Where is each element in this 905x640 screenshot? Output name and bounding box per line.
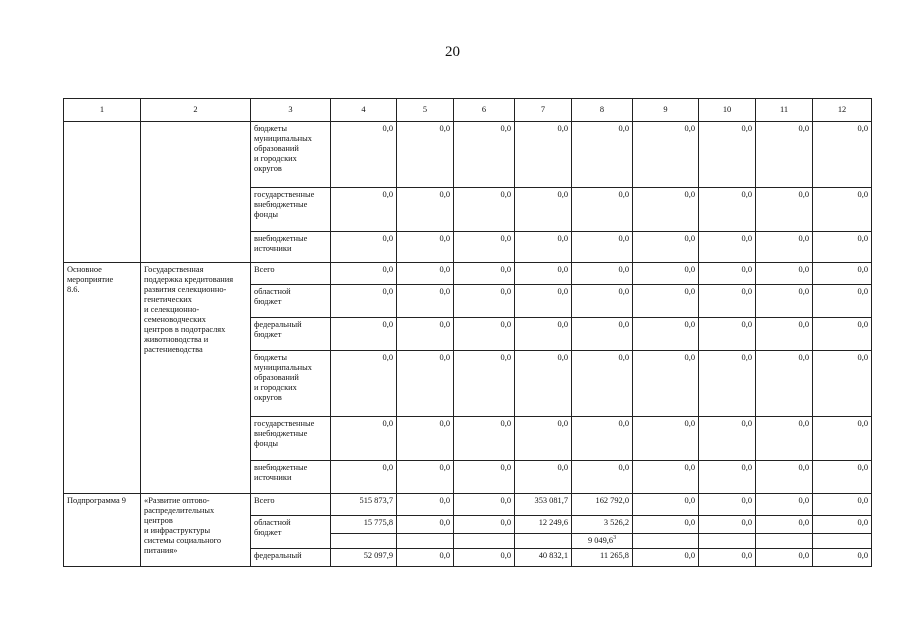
value-cell-col-6: 0,0 bbox=[454, 263, 515, 285]
value-cell-col-8: 0,0 bbox=[572, 232, 633, 263]
value-cell-col-7: 0,0 bbox=[515, 417, 572, 461]
value-cell-col-12 bbox=[813, 534, 872, 549]
value-cell-col-10: 0,0 bbox=[699, 318, 756, 351]
value-cell-col-9: 0,0 bbox=[633, 318, 699, 351]
value-cell-col-9: 0,0 bbox=[633, 461, 699, 494]
value-cell-col-5: 0,0 bbox=[397, 263, 454, 285]
value-cell-col-11: 0,0 bbox=[756, 285, 813, 318]
value-cell-col-9 bbox=[633, 534, 699, 549]
value-cell-col-6: 0,0 bbox=[454, 417, 515, 461]
value-cell-col-4: 515 873,7 bbox=[331, 494, 397, 516]
table-body bbox=[64, 99, 872, 567]
value-cell-col-10: 0,0 bbox=[699, 516, 756, 534]
value-cell-col-8: 0,0 bbox=[572, 318, 633, 351]
value-cell-col-10: 0,0 bbox=[699, 232, 756, 263]
value-cell-col-4: 0,0 bbox=[331, 461, 397, 494]
value-cell-col-8: 0,0 bbox=[572, 417, 633, 461]
value-cell-col-12: 0,0 bbox=[813, 122, 872, 188]
value-cell-col-4: 52 097,9 bbox=[331, 549, 397, 567]
value-cell-col-5: 0,0 bbox=[397, 122, 454, 188]
funding-source-cell: федеральный бюджет bbox=[251, 318, 331, 351]
subprogram-name-cell: «Развитие оптово- распределительных центров и инфраструктуры системы социального питания» bbox=[141, 494, 251, 567]
value-cell-col-7: 0,0 bbox=[515, 318, 572, 351]
header-cell-col-11: 11 bbox=[756, 99, 813, 122]
funding-source-cell: государственные внебюджетные фонды bbox=[251, 188, 331, 232]
funding-source-cell: Всего bbox=[251, 494, 331, 516]
value-cell-col-7: 0,0 bbox=[515, 232, 572, 263]
value-cell-col-4: 15 775,8 bbox=[331, 516, 397, 534]
table-row bbox=[64, 122, 872, 188]
funding-source-cell: бюджеты муниципальных образований и городских округов bbox=[251, 122, 331, 188]
subprogram-code-cell: Подпрограмма 9 bbox=[64, 494, 141, 567]
event-name-cell: Государственная поддержка кредитования развития селекционно- генетических и селекционно- семеноводческих центров в подотраслях животноводства и растениеводства bbox=[141, 263, 251, 494]
value-cell-col-9: 0,0 bbox=[633, 516, 699, 534]
value-cell-col-11: 0,0 bbox=[756, 417, 813, 461]
value-cell-col-4: 0,0 bbox=[331, 232, 397, 263]
funding-source-cell: внебюджетные источники bbox=[251, 232, 331, 263]
value-cell-col-11: 0,0 bbox=[756, 263, 813, 285]
value-cell-col-5: 0,0 bbox=[397, 516, 454, 534]
value-cell-col-11: 0,0 bbox=[756, 232, 813, 263]
value-cell-col-9: 0,0 bbox=[633, 263, 699, 285]
value-cell-col-5: 0,0 bbox=[397, 461, 454, 494]
header-cell-col-3: 3 bbox=[251, 99, 331, 122]
value-cell-col-6: 0,0 bbox=[454, 285, 515, 318]
value-cell-col-12: 0,0 bbox=[813, 351, 872, 417]
value-cell-col-8: 162 792,0 bbox=[572, 494, 633, 516]
value-cell-col-5: 0,0 bbox=[397, 285, 454, 318]
value-cell-col-11: 0,0 bbox=[756, 516, 813, 534]
value-cell-col-9: 0,0 bbox=[633, 417, 699, 461]
footnote-value-cell: 9 049,6$^3$ bbox=[572, 534, 633, 549]
table-row bbox=[64, 263, 872, 285]
header-cell-col-7: 7 bbox=[515, 99, 572, 122]
value-cell-col-4 bbox=[331, 534, 397, 549]
header-cell-col-8: 8 bbox=[572, 99, 633, 122]
value-cell-col-8: 0,0 bbox=[572, 263, 633, 285]
value-cell-col-7 bbox=[515, 534, 572, 549]
header-cell-col-1: 1 bbox=[64, 99, 141, 122]
value-cell-col-8: 0,0 bbox=[572, 461, 633, 494]
header-cell-col-2: 2 bbox=[141, 99, 251, 122]
value-cell-col-7: 0,0 bbox=[515, 351, 572, 417]
event-code-cell bbox=[64, 122, 141, 263]
header-cell-col-9: 9 bbox=[633, 99, 699, 122]
value-cell-col-11: 0,0 bbox=[756, 494, 813, 516]
value-cell-col-10: 0,0 bbox=[699, 494, 756, 516]
value-cell-col-6: 0,0 bbox=[454, 549, 515, 567]
value-cell-col-5: 0,0 bbox=[397, 494, 454, 516]
value-cell-col-11: 0,0 bbox=[756, 122, 813, 188]
value-cell-col-11: 0,0 bbox=[756, 549, 813, 567]
value-cell-col-4: 0,0 bbox=[331, 351, 397, 417]
value-cell-col-10: 0,0 bbox=[699, 122, 756, 188]
value-cell-col-12: 0,0 bbox=[813, 516, 872, 534]
value-cell-col-9: 0,0 bbox=[633, 494, 699, 516]
value-cell-col-7: 0,0 bbox=[515, 122, 572, 188]
value-cell-col-6: 0,0 bbox=[454, 122, 515, 188]
header-cell-col-12: 12 bbox=[813, 99, 872, 122]
value-cell-col-9: 0,0 bbox=[633, 232, 699, 263]
value-cell-col-7: 0,0 bbox=[515, 188, 572, 232]
header-cell-col-4: 4 bbox=[331, 99, 397, 122]
funding-source-cell: областной бюджет bbox=[251, 516, 331, 549]
value-cell-col-4: 0,0 bbox=[331, 263, 397, 285]
value-cell-col-12: 0,0 bbox=[813, 549, 872, 567]
value-cell-col-4: 0,0 bbox=[331, 285, 397, 318]
value-cell-col-11: 0,0 bbox=[756, 318, 813, 351]
value-cell-col-10: 0,0 bbox=[699, 285, 756, 318]
value-cell-col-10 bbox=[699, 534, 756, 549]
value-cell-col-8: 0,0 bbox=[572, 188, 633, 232]
value-cell-col-12: 0,0 bbox=[813, 263, 872, 285]
event-name-cell bbox=[141, 122, 251, 263]
page-number: 20 bbox=[445, 44, 460, 60]
value-cell-col-8: 0,0 bbox=[572, 351, 633, 417]
value-cell-col-11: 0,0 bbox=[756, 351, 813, 417]
value-cell-col-5: 0,0 bbox=[397, 417, 454, 461]
value-cell-col-6: 0,0 bbox=[454, 494, 515, 516]
value-cell-col-12: 0,0 bbox=[813, 188, 872, 232]
value-cell-col-8: 3 526,2 bbox=[572, 516, 633, 534]
value-cell-col-12: 0,0 bbox=[813, 285, 872, 318]
header-cell-col-6: 6 bbox=[454, 99, 515, 122]
value-cell-col-6: 0,0 bbox=[454, 188, 515, 232]
value-cell-col-9: 0,0 bbox=[633, 285, 699, 318]
value-cell-col-11 bbox=[756, 534, 813, 549]
event-code-cell: Основное мероприятие 8.6. bbox=[64, 263, 141, 494]
value-cell-col-5: 0,0 bbox=[397, 318, 454, 351]
value-cell-col-10: 0,0 bbox=[699, 461, 756, 494]
value-cell-col-7: 0,0 bbox=[515, 263, 572, 285]
value-cell-col-6: 0,0 bbox=[454, 318, 515, 351]
value-cell-col-7: 40 832,1 bbox=[515, 549, 572, 567]
value-cell-col-11: 0,0 bbox=[756, 461, 813, 494]
funding-source-cell: внебюджетные источники bbox=[251, 461, 331, 494]
value-cell-col-6 bbox=[454, 534, 515, 549]
value-cell-col-6: 0,0 bbox=[454, 232, 515, 263]
value-cell-col-9: 0,0 bbox=[633, 549, 699, 567]
budget-table bbox=[63, 98, 872, 567]
funding-source-cell: федеральный bbox=[251, 549, 331, 567]
value-cell-col-7: 0,0 bbox=[515, 461, 572, 494]
value-cell-col-5: 0,0 bbox=[397, 549, 454, 567]
value-cell-col-8: 11 265,8 bbox=[572, 549, 633, 567]
value-cell-col-12: 0,0 bbox=[813, 461, 872, 494]
value-cell-col-10: 0,0 bbox=[699, 263, 756, 285]
funding-source-cell: Всего bbox=[251, 263, 331, 285]
value-cell-col-4: 0,0 bbox=[331, 417, 397, 461]
value-cell-col-7: 0,0 bbox=[515, 285, 572, 318]
value-cell-col-12: 0,0 bbox=[813, 232, 872, 263]
value-cell-col-12: 0,0 bbox=[813, 417, 872, 461]
value-cell-col-10: 0,0 bbox=[699, 549, 756, 567]
funding-source-cell: бюджеты муниципальных образований и городских округов bbox=[251, 351, 331, 417]
value-cell-col-4: 0,0 bbox=[331, 318, 397, 351]
value-cell-col-9: 0,0 bbox=[633, 188, 699, 232]
value-cell-col-11: 0,0 bbox=[756, 188, 813, 232]
value-cell-col-12: 0,0 bbox=[813, 318, 872, 351]
funding-source-cell: областной бюджет bbox=[251, 285, 331, 318]
value-cell-col-6: 0,0 bbox=[454, 461, 515, 494]
footnote-mark: 3 bbox=[613, 535, 617, 542]
header-cell-col-5: 5 bbox=[397, 99, 454, 122]
value-cell-col-10: 0,0 bbox=[699, 188, 756, 232]
value-cell-col-6: 0,0 bbox=[454, 351, 515, 417]
value-cell-col-10: 0,0 bbox=[699, 417, 756, 461]
value-cell-col-6: 0,0 bbox=[454, 516, 515, 534]
header-cell-col-10: 10 bbox=[699, 99, 756, 122]
value-cell-col-8: 0,0 bbox=[572, 285, 633, 318]
value-cell-col-5: 0,0 bbox=[397, 232, 454, 263]
value-cell-col-7: 353 081,7 bbox=[515, 494, 572, 516]
value-cell-col-10: 0,0 bbox=[699, 351, 756, 417]
header-row bbox=[64, 99, 872, 122]
value-cell-col-9: 0,0 bbox=[633, 351, 699, 417]
value-cell-col-4: 0,0 bbox=[331, 122, 397, 188]
value-cell-col-5: 0,0 bbox=[397, 351, 454, 417]
value-cell-col-8: 0,0 bbox=[572, 122, 633, 188]
table-row bbox=[64, 494, 872, 516]
value-cell-col-7: 12 249,6 bbox=[515, 516, 572, 534]
value-cell-col-4: 0,0 bbox=[331, 188, 397, 232]
value-cell-col-5: 0,0 bbox=[397, 188, 454, 232]
funding-source-cell: государственные внебюджетные фонды bbox=[251, 417, 331, 461]
value-cell-col-5 bbox=[397, 534, 454, 549]
value-cell-col-12: 0,0 bbox=[813, 494, 872, 516]
value-cell-col-9: 0,0 bbox=[633, 122, 699, 188]
